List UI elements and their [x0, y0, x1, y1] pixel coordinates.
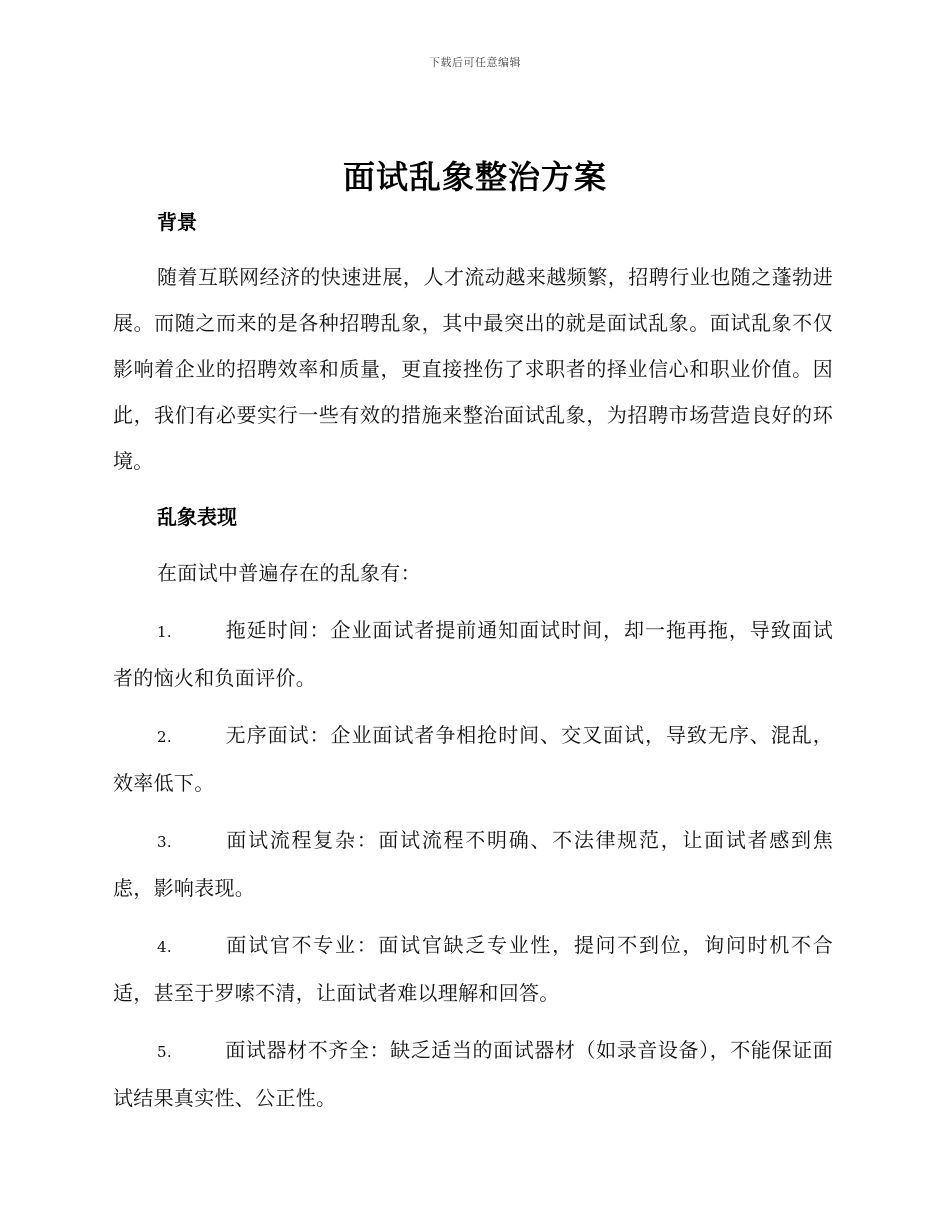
list-item-number: 4. — [157, 938, 172, 956]
document-title: 面试乱象整治方案 — [342, 158, 607, 196]
list-item-number: 5. — [157, 1043, 172, 1061]
list-item-number: 3. — [157, 833, 172, 851]
header-note: 下载后可任意编辑 — [429, 56, 521, 69]
list-item — [113, 712, 833, 806]
list-item-number: 1. — [157, 623, 172, 641]
list-item — [113, 607, 833, 701]
list-item — [113, 922, 833, 1016]
list-item-text: 拖延时间：企业面试者提前通知面试时间，却一拖再拖，导致面试者的恼火和负面评价。 — [113, 618, 833, 690]
list-item-text: 无序面试：企业面试者争相抢时间、交叉面试，导致无序、混乱，效率低下。 — [113, 723, 833, 795]
list-item-text: 面试器材不齐全：缺乏适当的面试器材（如录音设备），不能保证面试结果真实性、公正性。 — [113, 1038, 833, 1110]
list-item-text: 面试官不专业：面试官缺乏专业性，提问不到位，询问时机不合适，甚至于罗嗦不清，让面试者难以理解和回答。 — [113, 933, 833, 1005]
list-item-text: 面试流程复杂：面试流程不明确、不法律规范，让面试者感到焦虑，影响表现。 — [113, 828, 833, 900]
section-heading-phenomena: 乱象表现 — [157, 505, 237, 529]
section-heading-background: 背景 — [157, 210, 197, 234]
document-body — [113, 200, 833, 1121]
list-item — [113, 817, 833, 911]
list-item-number: 2. — [157, 728, 172, 746]
list-item — [113, 1027, 833, 1121]
phenomena-intro: 在面试中普遍存在的乱象有： — [157, 561, 421, 585]
background-paragraph: 随着互联网经济的快速进展，人才流动越来越频繁，招聘行业也随之蓬勃进展。而随之而来的是各种招聘乱象，其中最突出的就是面试乱象。面试乱象不仅影响着企业的招聘效率和质量，更直接挫伤了求职者的择业信心和职业价值。因此，我们有必要实行一些有效的措施来整治面试乱象，为招聘市场营造良好的环境。 — [113, 265, 833, 473]
